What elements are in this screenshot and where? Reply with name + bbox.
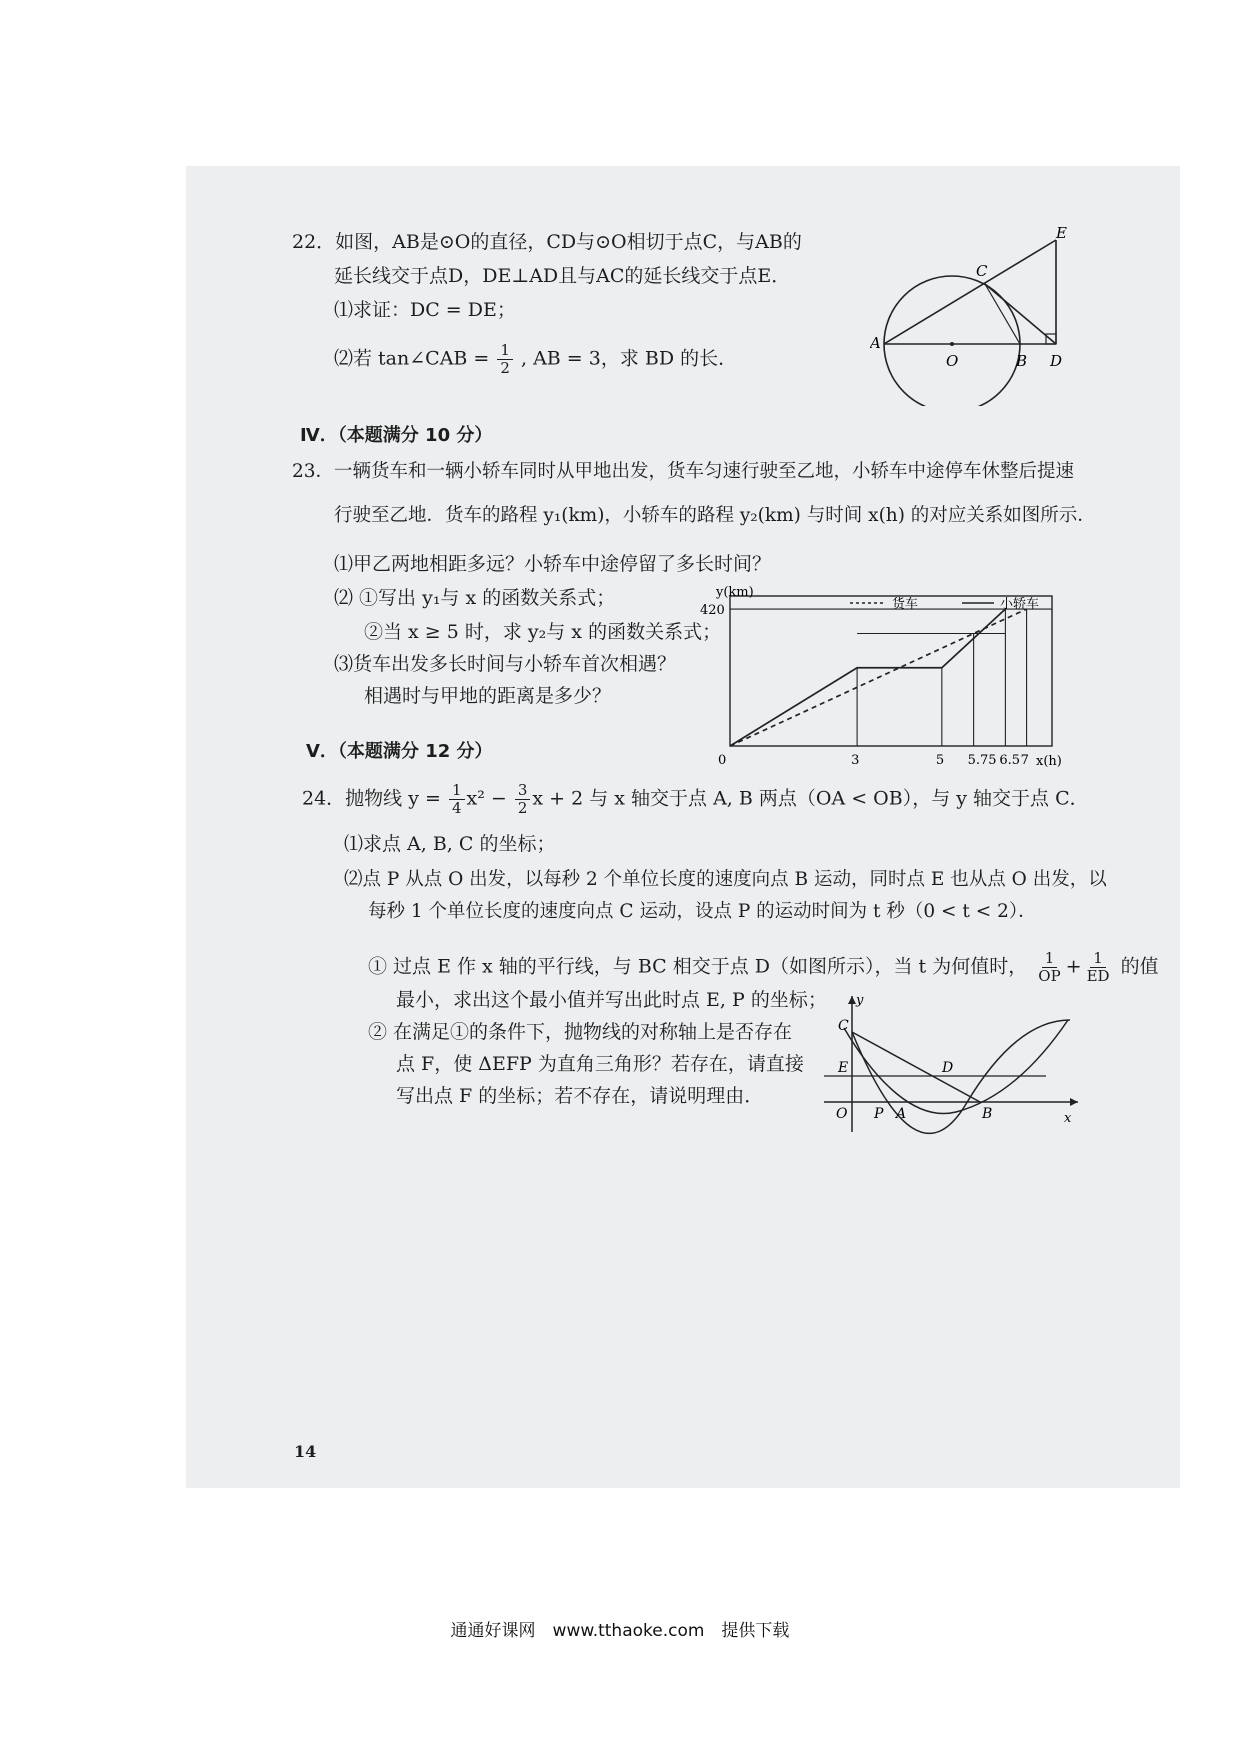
y-tick-label: 420 xyxy=(700,603,725,619)
q23-distance-time-chart xyxy=(700,582,1070,772)
label-o: O xyxy=(836,1106,848,1122)
line-ae xyxy=(884,240,1056,344)
q24-parabola-figure xyxy=(816,992,1080,1138)
q22-part2 xyxy=(334,342,737,377)
series-car-line xyxy=(730,609,1005,746)
q24-sub1-line2: 最小，求出这个最小值并写出此时点 E, P 的坐标； xyxy=(396,989,827,1011)
q24-sub2-line1: ② 在满足①的条件下，抛物线的对称轴上是否存在 xyxy=(368,1021,793,1043)
label-a: A xyxy=(870,334,881,352)
parabola xyxy=(844,1020,1068,1114)
label-p: P xyxy=(874,1106,884,1122)
fraction-numerator: 1 xyxy=(1090,950,1106,968)
q23-part2b: ②当 x ≥ 5 时，求 y₂与 x 的函数关系式； xyxy=(364,621,722,643)
fraction-denominator: 4 xyxy=(451,799,462,817)
label-a: A xyxy=(896,1106,907,1122)
q23-line2: 行驶至乙地．货车的路程 y₁(km)，小轿车的路程 y₂(km) 与时间 x(h) 的对应关系如图所示． xyxy=(334,505,1096,526)
label-e: E xyxy=(1056,226,1067,242)
label-c: C xyxy=(976,262,988,280)
x-tick-label: 7 xyxy=(1020,753,1029,768)
label-d: D xyxy=(942,1060,954,1076)
legend-truck-label: 货车 xyxy=(892,597,919,612)
y-axis-label: y(km) xyxy=(716,585,754,600)
q24-part2b: 每秒 1 个单位长度的速度向点 C 运动，设点 P 的运动时间为 t 秒（0 < t < 2）． xyxy=(368,901,1037,922)
x-axis-arrow xyxy=(1070,1098,1078,1106)
section-4-heading: Ⅳ．（本题满分 10 分） xyxy=(300,425,493,446)
fraction xyxy=(497,342,513,377)
label-e: E xyxy=(838,1060,849,1076)
q22-part1: ⑴求证：DC = DE； xyxy=(334,299,516,321)
label-x: x xyxy=(1064,1111,1072,1126)
fraction-denominator: 2 xyxy=(517,799,528,817)
x-tick-label: 0 xyxy=(718,753,727,768)
x-tick-label: 3 xyxy=(851,753,860,768)
chart-tick-labels xyxy=(700,603,1029,768)
label-b: B xyxy=(982,1106,993,1122)
q22-part2-post: , AB = 3，求 BD 的长． xyxy=(520,347,738,370)
fraction-numerator: 1 xyxy=(1042,950,1058,968)
x-tick-label: 6.5 xyxy=(999,753,1021,768)
label-b: B xyxy=(1016,352,1028,370)
parabola-curve xyxy=(852,1020,1070,1133)
q24-sub1: ① 过点 E 作 x 轴的平行线，与 BC 相交于点 D（如图所示），当 t 为何值时， $\frac{1}{OP}$ + $\frac{1}{ED}$ 的值 xyxy=(368,949,1159,985)
q22-line2: 延长线交于点D，DE⊥AD且与AC的延长线交于点E． xyxy=(334,265,791,287)
q22-part2-pre: ⑵若 tan∠CAB = xyxy=(334,347,490,370)
x-tick-label: 5 xyxy=(935,753,945,768)
q24-sub1-pre: ① 过点 E 作 x 轴的平行线，与 BC 相交于点 D（如图所示），当 t 为何值时， xyxy=(368,955,1028,978)
label-c: C xyxy=(838,1018,849,1034)
chart-series xyxy=(730,609,1027,746)
q23-part3a: ⑶货车出发多长时间与小轿车首次相遇？ xyxy=(334,653,677,675)
fraction xyxy=(1084,950,1113,985)
fraction-denominator: 2 xyxy=(500,359,510,377)
q24-sub1-post: 的值 xyxy=(1120,955,1159,978)
fraction-numerator: 3 xyxy=(515,782,531,800)
q24-stem xyxy=(302,782,1089,817)
q24-stem-mid2: x + 2 与 x 轴交于点 A, B 两点（OA < OB），与 y 轴交于点 C． xyxy=(532,787,1089,810)
q23-part1: ⑴甲乙两地相距多远？小轿车中途停留了多长时间？ xyxy=(334,553,772,575)
x-tick-label: 5.75 xyxy=(967,753,997,768)
q24-stem-mid1: x² − xyxy=(466,787,507,810)
legend-car-label: 小轿车 xyxy=(1000,597,1040,612)
section-5-heading: Ⅴ．（本题满分 12 分） xyxy=(306,741,493,762)
q24-part1: ⑴求点 A, B, C 的坐标； xyxy=(344,833,556,855)
label-y: y xyxy=(856,993,864,1008)
q23-line1: 23．一辆货车和一辆小轿车同时从甲地出发，货车匀速行驶至乙地，小轿车中途停车休整后提速 xyxy=(292,461,1075,482)
chart-frame-box xyxy=(730,596,1052,746)
label-o: O xyxy=(946,352,959,370)
fraction-numerator: 1 xyxy=(497,342,513,360)
fraction-denominator: OP xyxy=(1038,967,1061,985)
fraction xyxy=(449,782,465,817)
q22-line1: 22．如图，AB是⊙O的直径，CD与⊙O相切于点C，与AB的 xyxy=(292,231,802,253)
line-cd xyxy=(985,284,1056,344)
center-dot xyxy=(950,342,954,346)
label-d: D xyxy=(1050,352,1063,370)
q24-stem-pre: 24．抛物线 y = xyxy=(302,787,441,810)
line-bc xyxy=(985,284,1020,344)
fraction-denominator: ED xyxy=(1086,967,1110,985)
x-axis-label: x(h) xyxy=(1036,754,1062,769)
q22-circle-figure xyxy=(870,226,1070,406)
fraction xyxy=(515,782,531,817)
footer-credit: 通通好课网 www.tthaoke.com 提供下载 xyxy=(450,1621,790,1641)
chart-frame xyxy=(730,596,1052,746)
q24-sub2-line2: 点 F，使 ΔEFP 为直角三角形？若存在，请直接 xyxy=(396,1053,804,1075)
y-axis-arrow xyxy=(848,996,856,1004)
q23-part3b: 相遇时与甲地的距离是多少？ xyxy=(364,685,612,707)
fraction xyxy=(1035,950,1063,985)
q24-sub2-line3: 写出点 F 的坐标；若不存在，请说明理由． xyxy=(396,1085,764,1107)
q23-part2a: ⑵ ①写出 y₁与 x 的函数关系式； xyxy=(334,587,616,609)
page-number: 14 xyxy=(294,1442,317,1461)
q24-part2a: ⑵点 P 从点 O 出发，以每秒 2 个单位长度的速度向点 B 运动，同时点 E 也从点 O 出发，以 xyxy=(344,869,1107,890)
fraction-numerator: 1 xyxy=(449,782,465,800)
